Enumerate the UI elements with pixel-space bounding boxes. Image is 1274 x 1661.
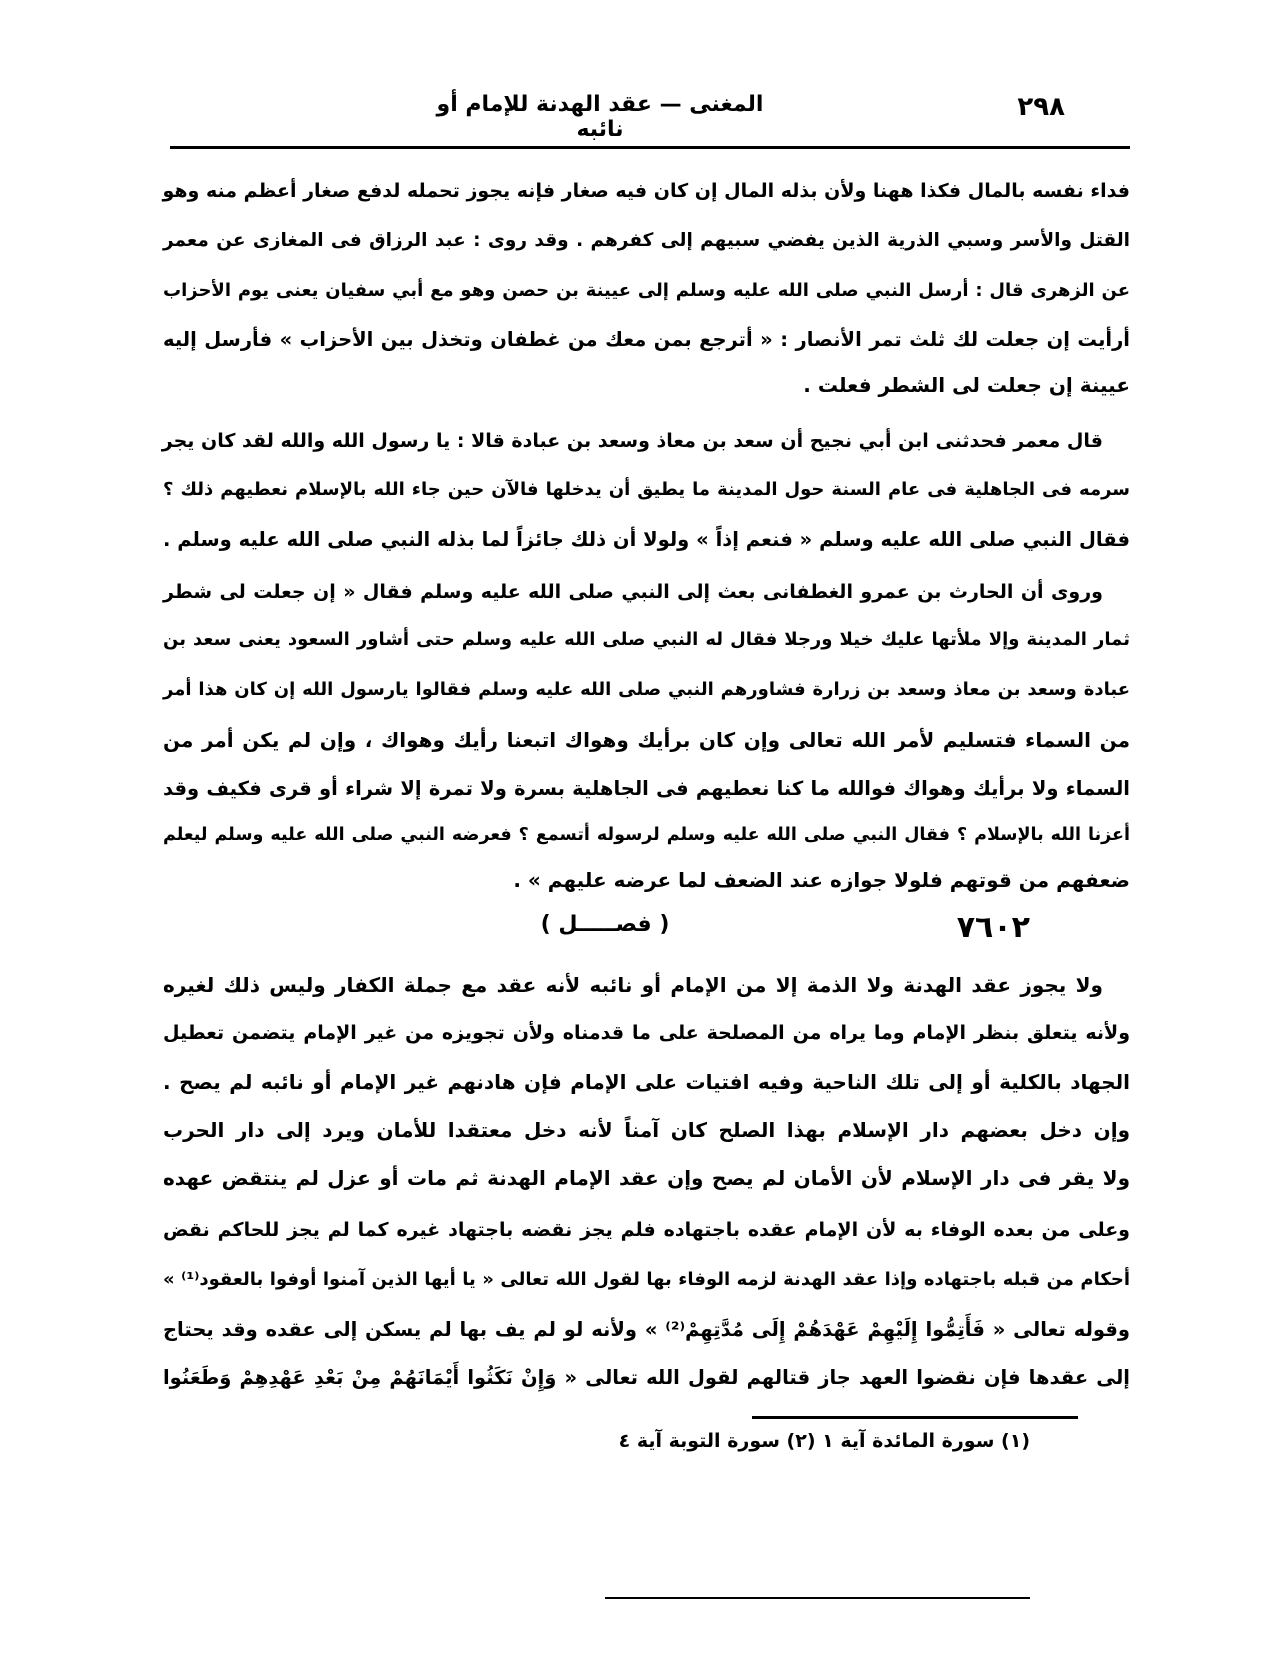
text-line: من السماء فتسليم لأمر الله تعالى وإن كان برأيك وهواك اتبعنا رأيك وهواك ، وإن لم يكن أمر من — [163, 728, 1130, 752]
text-line: القتل والأسر وسبي الذرية الذين يفضي سبيهم إلى كفرهم . وقد روى : عبد الرزاق فى المغازى عن معمر — [163, 230, 1130, 251]
text-line: أرأيت إن جعلت لك ثلث تمر الأنصار : « أترجع بمن معك من غطفان وتخذل بين الأحزاب » فأرسل إليه — [163, 328, 1130, 351]
header-rule — [170, 146, 1130, 149]
text-line: فقال النبي صلى الله عليه وسلم « فنعم إذاً » ولولا أن ذلك جائزاً لما بذله النبي صلى الله عليه وسلم . — [163, 528, 1130, 551]
section-title: ( فصـــــل ) — [540, 912, 670, 937]
text-line: ضعفهم من قوتهم فلولا جوازه عند الضعف لما عرضه عليهم » . — [513, 868, 1130, 892]
text-line: ولا يجوز عقد الهدنة ولا الذمة إلا من الإمام أو نائبه لأنه عقد مع جملة الكفار وليس ذلك لغيره — [163, 973, 1103, 997]
text-line: ولا يقر فى دار الإسلام لأن الأمان لم يصح وإن عقد الإمام الهدنة ثم مات أو عزل لم ينتقض عهده — [163, 1166, 1130, 1190]
text-line: وروى أن الحارث بن عمرو الغطفانى بعث إلى النبي صلى الله عليه وسلم فقال « إن جعلت لى شطر — [163, 581, 1103, 603]
text-line: وعلى من بعده الوفاء به لأن الإمام عقده باجتهاده فلم يجز نقضه باجتهاد غيره كما لم يجز للحاكم نقض — [163, 1219, 1130, 1241]
text-line: ولأنه يتعلق بنظر الإمام وما يراه من المصلحة على ما قدمناه ولأن تجويزه من غير الإمام يتضمن تعطيل — [163, 1022, 1130, 1044]
text-line: أحكام من قبله باجتهاده وإذا عقد الهدنة لزمه الوفاء بها لقول الله تعالى « يا أيها الذين آمنوا أوفوا بالعقود⁽¹⁾ » — [163, 1269, 1130, 1290]
text-line: سرمه فى الجاهلية فى عام السنة حول المدينة ما يطيق أن يدخلها فالآن حين جاء الله بالإسلام نعطيهم ذلك ؟ — [163, 479, 1130, 500]
footnotes: (١) سورة المائدة آية ١ (٢) سورة التوبة آية ٤ — [618, 1430, 1030, 1452]
text-line: إلى عقدها فإن نقضوا العهد جاز قتالهم لقول الله تعالى « وَإِنْ نَكَثُوا أَيْمَانَهُمْ مِنْ بَعْدِ عَهْدِهِمْ وَطَعَنُوا — [163, 1366, 1130, 1389]
text-line: السماء ولا برأيك وهواك فوالله ما كنا نعطيهم فى الجاهلية بسرة ولا تمرة إلا شراء أو قرى فكيف وقد — [163, 777, 1130, 800]
text-line: أعزنا الله بالإسلام ؟ فقال النبي صلى الله عليه وسلم لرسوله أتسمع ؟ فعرضه النبي صلى الله عليه وسلم ليعلم — [163, 825, 1130, 845]
text-line: قال معمر فحدثنى ابن أبي نجيح أن سعد بن معاذ وسعد بن عبادة قالا : يا رسول الله والله لقد كان يجر — [161, 430, 1103, 452]
text-line: وإن دخل بعضهم دار الإسلام بهذا الصلح كان آمناً لأنه دخل معتقدا للأمان ويرد إلى دار الحرب — [163, 1118, 1130, 1142]
text-line: عن الزهرى قال : أرسل النبي صلى الله عليه وسلم إلى عيينة بن حصن وهو مع أبي سفيان يعنى يوم الأحزاب — [163, 280, 1130, 301]
bottom-rule — [605, 1597, 1030, 1599]
footnote-rule — [752, 1416, 1078, 1419]
section-number: ٧٦٠٢ — [956, 910, 1030, 945]
running-header-title: المغنى — عقد الهدنة للإمام أو نائبه — [436, 92, 764, 142]
text-line: وقوله تعالى « فَأَتِمُّوا إِلَيْهِمْ عَهْدَهُمْ إِلَى مُدَّتِهِمْ⁽²⁾ » ولأنه لو لم يف بها لم يسكن إلى عقده وقد يحتاج — [163, 1318, 1131, 1341]
text-line: عيينة إن جعلت لى الشطر فعلت . — [803, 373, 1130, 397]
text-line: الجهاد بالكلية أو إلى تلك الناحية وفيه افتيات على الإمام فإن هادنهم غير الإمام أو نائبه لم يصح . — [163, 1070, 1130, 1094]
page-number: ٢٩٨ — [1017, 92, 1065, 122]
text-line: عبادة وسعد بن معاذ وسعد بن زرارة فشاورهم النبي صلى الله عليه وسلم فقالوا يارسول الله إن كان هذا أمر — [163, 679, 1130, 700]
text-line: ثمار المدينة وإلا ملأتها عليك خيلا ورجلا فقال له النبي صلى الله عليه وسلم حتى أشاور السعود يعنى سعد بن — [163, 629, 1130, 650]
text-line: فداء نفسه بالمال فكذا ههنا ولأن بذله المال إن كان فيه صغار فإنه يجوز تحمله لدفع صغار أعظم منه وهو — [162, 180, 1130, 202]
